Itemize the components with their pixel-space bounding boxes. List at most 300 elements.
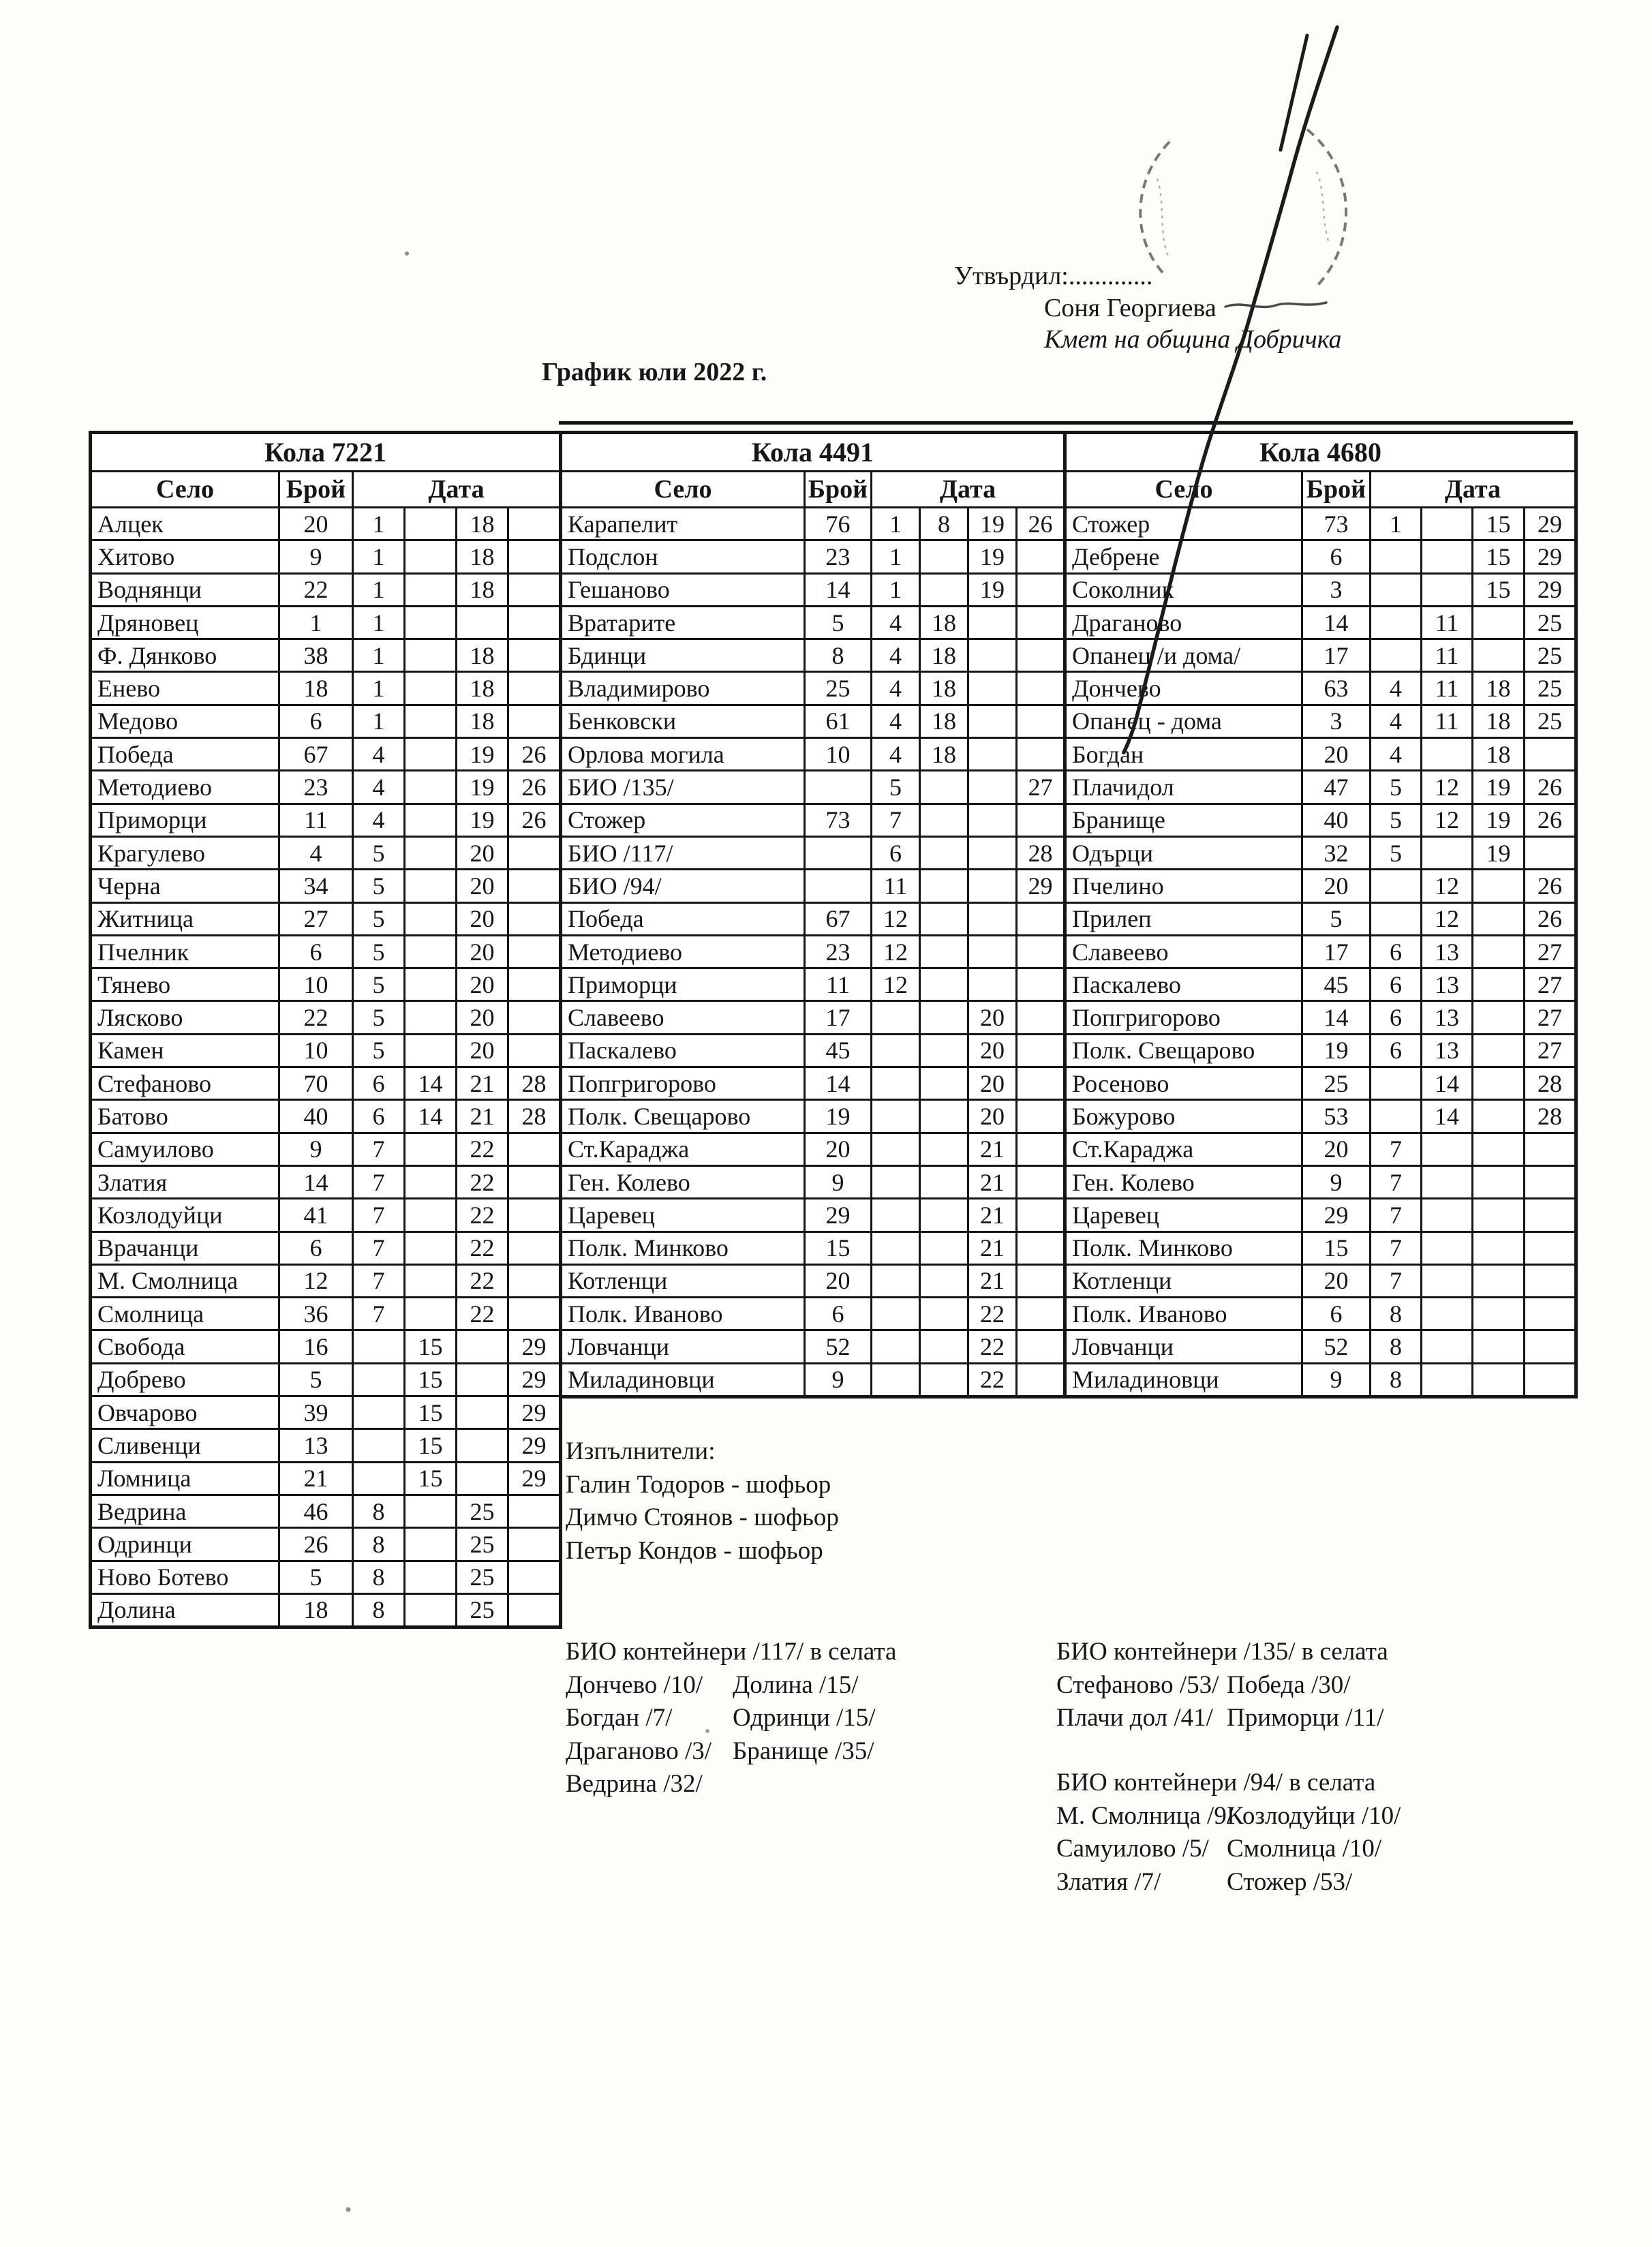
- column-header: Дата: [1371, 472, 1576, 508]
- count-cell: [805, 836, 872, 869]
- date-cell: 15: [405, 1396, 457, 1429]
- bio-village: Смолница /10/: [1227, 1835, 1382, 1863]
- village-cell: Росеново: [1065, 1067, 1302, 1100]
- column-header: Село: [1065, 472, 1302, 508]
- table-row: [561, 836, 1065, 869]
- executor-item: Петър Кондов - шофьор: [566, 1536, 823, 1565]
- date-cell: [508, 935, 561, 968]
- table-row: [561, 1034, 1065, 1067]
- village-cell: Врачанци: [91, 1232, 279, 1264]
- table-row: [561, 935, 1065, 968]
- date-cell: 29: [508, 1330, 561, 1363]
- date-cell: 14: [1422, 1067, 1473, 1100]
- village-cell: Хитово: [91, 540, 279, 573]
- date-cell: 21: [968, 1165, 1017, 1198]
- count-cell: 19: [1302, 1034, 1371, 1067]
- count-cell: 5: [279, 1561, 353, 1593]
- count-cell: 9: [805, 1363, 872, 1396]
- count-cell: 11: [805, 968, 872, 1001]
- table-row: [91, 1363, 561, 1396]
- count-cell: 38: [279, 639, 353, 672]
- date-cell: 18: [1473, 672, 1525, 705]
- count-cell: 18: [279, 672, 353, 705]
- date-cell: [872, 1067, 920, 1100]
- date-cell: 6: [1371, 968, 1422, 1001]
- date-cell: [405, 1232, 457, 1264]
- column-header: Село: [561, 472, 805, 508]
- date-cell: [872, 1298, 920, 1330]
- table-row: [1065, 672, 1576, 705]
- date-cell: [1017, 1133, 1065, 1165]
- date-cell: 22: [968, 1330, 1017, 1363]
- village-cell: Медово: [91, 705, 279, 737]
- date-cell: 27: [1525, 1034, 1576, 1067]
- table-row: [561, 639, 1065, 672]
- count-cell: 26: [279, 1528, 353, 1561]
- count-cell: 14: [805, 1067, 872, 1100]
- date-cell: [1017, 1298, 1065, 1330]
- date-cell: [1473, 902, 1525, 935]
- date-cell: [920, 1298, 968, 1330]
- date-cell: [405, 1264, 457, 1297]
- column-header: Брой: [1302, 472, 1371, 508]
- scan-skew-border-line: [559, 421, 1573, 425]
- date-cell: 19: [1473, 804, 1525, 836]
- count-cell: 5: [279, 1363, 353, 1396]
- approved-label: Утвърдил:.............: [954, 262, 1153, 290]
- table-row: [91, 1561, 561, 1593]
- date-cell: 11: [872, 870, 920, 902]
- bio-section-94: [1056, 1767, 1401, 1899]
- date-cell: [1525, 1133, 1576, 1165]
- column-header: Дата: [353, 472, 561, 508]
- count-cell: 11: [279, 804, 353, 836]
- date-cell: 18: [1473, 738, 1525, 771]
- count-cell: 20: [805, 1264, 872, 1297]
- date-cell: 15: [1473, 540, 1525, 573]
- date-cell: [405, 1001, 457, 1034]
- date-cell: [508, 639, 561, 672]
- village-cell: БИО /135/: [561, 771, 805, 804]
- village-cell: Полк. Минково: [1065, 1232, 1302, 1264]
- date-cell: [1017, 1264, 1065, 1297]
- village-cell: Алцек: [91, 508, 279, 540]
- date-cell: 18: [920, 705, 968, 737]
- date-cell: [508, 508, 561, 540]
- column-header: Брой: [805, 472, 872, 508]
- date-cell: 22: [457, 1298, 508, 1330]
- village-cell: Полк. Иваново: [1065, 1298, 1302, 1330]
- date-cell: [405, 1561, 457, 1593]
- bio-section-117: [566, 1636, 896, 1801]
- date-cell: 20: [457, 1001, 508, 1034]
- village-cell: Ст.Караджа: [1065, 1133, 1302, 1165]
- table-row: [91, 1462, 561, 1495]
- date-cell: [508, 1001, 561, 1034]
- table-row: [1065, 1330, 1576, 1363]
- date-cell: 20: [457, 968, 508, 1001]
- count-cell: 73: [1302, 508, 1371, 540]
- date-cell: [405, 1528, 457, 1561]
- count-cell: 17: [1302, 935, 1371, 968]
- count-cell: 61: [805, 705, 872, 737]
- date-cell: [872, 1232, 920, 1264]
- count-cell: 67: [805, 902, 872, 935]
- stamp-icon: [1317, 172, 1329, 243]
- date-cell: 26: [1525, 870, 1576, 902]
- count-cell: 52: [1302, 1330, 1371, 1363]
- date-cell: [508, 1264, 561, 1297]
- table-title: Кола 7221: [91, 433, 561, 472]
- date-cell: 25: [1525, 606, 1576, 639]
- date-cell: [1525, 1199, 1576, 1232]
- date-cell: [1017, 968, 1065, 1001]
- village-cell: Ломница: [91, 1462, 279, 1495]
- village-cell: Пчелино: [1065, 870, 1302, 902]
- table-row: [91, 836, 561, 869]
- date-cell: 1: [353, 639, 405, 672]
- date-cell: 20: [457, 902, 508, 935]
- date-cell: 19: [457, 804, 508, 836]
- date-cell: 20: [968, 1001, 1017, 1034]
- date-cell: [920, 1100, 968, 1133]
- date-cell: 6: [353, 1067, 405, 1100]
- date-cell: 26: [1525, 902, 1576, 935]
- table-row: [561, 771, 1065, 804]
- stamp-icon: [1307, 129, 1346, 285]
- table-row: [91, 1593, 561, 1627]
- table-row: [91, 540, 561, 573]
- date-cell: [508, 672, 561, 705]
- village-cell: Гешаново: [561, 573, 805, 606]
- date-cell: [920, 935, 968, 968]
- date-cell: 21: [968, 1199, 1017, 1232]
- date-cell: 4: [872, 639, 920, 672]
- date-cell: [968, 705, 1017, 737]
- date-cell: [1017, 1199, 1065, 1232]
- table-row: [91, 870, 561, 902]
- date-cell: 15: [1473, 508, 1525, 540]
- date-cell: [353, 1363, 405, 1396]
- date-cell: [1473, 1232, 1525, 1264]
- date-cell: [405, 902, 457, 935]
- date-cell: 4: [872, 606, 920, 639]
- date-cell: [1473, 968, 1525, 1001]
- bio-village: Стефаново /53/: [1056, 1670, 1219, 1699]
- count-cell: 10: [279, 1034, 353, 1067]
- date-cell: [405, 804, 457, 836]
- date-cell: 19: [968, 540, 1017, 573]
- date-cell: [508, 1495, 561, 1527]
- village-cell: Козлодуйци: [91, 1199, 279, 1232]
- date-cell: 5: [1371, 771, 1422, 804]
- date-cell: 22: [457, 1264, 508, 1297]
- date-cell: [1525, 1264, 1576, 1297]
- date-cell: [920, 1067, 968, 1100]
- date-cell: [920, 836, 968, 869]
- village-cell: Житница: [91, 902, 279, 935]
- bio-village: Долина /15/: [733, 1670, 859, 1699]
- date-cell: 14: [405, 1067, 457, 1100]
- count-cell: 1: [279, 606, 353, 639]
- table-row: [91, 1001, 561, 1034]
- village-cell: БИО /94/: [561, 870, 805, 902]
- bio-village: Дончево /10/: [566, 1670, 703, 1699]
- table-row: [561, 1330, 1065, 1363]
- table-row: [561, 672, 1065, 705]
- village-cell: Победа: [561, 902, 805, 935]
- date-cell: [1473, 1330, 1525, 1363]
- date-cell: [508, 1133, 561, 1165]
- count-cell: [805, 771, 872, 804]
- date-cell: 29: [508, 1363, 561, 1396]
- count-cell: 19: [805, 1100, 872, 1133]
- date-cell: 1: [353, 606, 405, 639]
- date-cell: 25: [457, 1528, 508, 1561]
- date-cell: 20: [968, 1034, 1017, 1067]
- date-cell: [1017, 540, 1065, 573]
- date-cell: 4: [353, 804, 405, 836]
- table-row: [561, 1264, 1065, 1297]
- village-cell: Победа: [91, 738, 279, 771]
- date-cell: 14: [405, 1100, 457, 1133]
- date-cell: 26: [1017, 508, 1065, 540]
- count-cell: 6: [805, 1298, 872, 1330]
- table-row: [91, 738, 561, 771]
- village-cell: Долина: [91, 1593, 279, 1627]
- table-title: Кола 4680: [1065, 433, 1576, 472]
- date-cell: 8: [1371, 1298, 1422, 1330]
- village-cell: Добрево: [91, 1363, 279, 1396]
- date-cell: 18: [920, 738, 968, 771]
- date-cell: [457, 1429, 508, 1462]
- date-cell: 12: [872, 902, 920, 935]
- date-cell: [1473, 1001, 1525, 1034]
- date-cell: [872, 1199, 920, 1232]
- count-cell: 14: [279, 1165, 353, 1198]
- date-cell: [405, 1165, 457, 1198]
- village-cell: Славеево: [561, 1001, 805, 1034]
- date-cell: 18: [457, 540, 508, 573]
- date-cell: 12: [1422, 804, 1473, 836]
- date-cell: 25: [457, 1593, 508, 1627]
- date-cell: [872, 1264, 920, 1297]
- count-cell: 73: [805, 804, 872, 836]
- table-row: [91, 771, 561, 804]
- date-cell: [920, 1165, 968, 1198]
- bio-row: [1056, 1833, 1401, 1866]
- date-cell: [1422, 1165, 1473, 1198]
- date-cell: [457, 606, 508, 639]
- count-cell: 39: [279, 1396, 353, 1429]
- date-cell: 7: [353, 1199, 405, 1232]
- table-row: [561, 902, 1065, 935]
- date-cell: [1371, 1100, 1422, 1133]
- date-cell: [508, 1593, 561, 1627]
- count-cell: 20: [1302, 1264, 1371, 1297]
- village-cell: Прилеп: [1065, 902, 1302, 935]
- date-cell: [920, 902, 968, 935]
- count-cell: 29: [805, 1199, 872, 1232]
- table-row: [91, 1067, 561, 1100]
- date-cell: [920, 573, 968, 606]
- date-cell: [968, 836, 1017, 869]
- date-cell: [405, 639, 457, 672]
- bio-row: [1056, 1866, 1401, 1899]
- count-cell: 16: [279, 1330, 353, 1363]
- date-cell: [1525, 1298, 1576, 1330]
- date-cell: 20: [968, 1067, 1017, 1100]
- date-cell: 6: [1371, 935, 1422, 968]
- date-cell: 5: [353, 1034, 405, 1067]
- count-cell: 22: [279, 573, 353, 606]
- date-cell: [1422, 1298, 1473, 1330]
- date-cell: 1: [353, 573, 405, 606]
- table-row: [91, 1495, 561, 1527]
- count-cell: 45: [1302, 968, 1371, 1001]
- table-row: [561, 804, 1065, 836]
- date-cell: [968, 639, 1017, 672]
- date-cell: [405, 771, 457, 804]
- count-cell: [805, 870, 872, 902]
- date-cell: [968, 935, 1017, 968]
- date-cell: 7: [1371, 1199, 1422, 1232]
- date-cell: [968, 902, 1017, 935]
- date-cell: [508, 1528, 561, 1561]
- date-cell: 28: [1525, 1067, 1576, 1100]
- date-cell: [1422, 573, 1473, 606]
- count-cell: 40: [279, 1100, 353, 1133]
- village-cell: Одринци: [91, 1528, 279, 1561]
- date-cell: [1371, 870, 1422, 902]
- count-cell: 25: [805, 672, 872, 705]
- date-cell: [920, 1034, 968, 1067]
- date-cell: 26: [508, 771, 561, 804]
- date-cell: 19: [968, 508, 1017, 540]
- date-cell: [508, 606, 561, 639]
- count-cell: 9: [279, 540, 353, 573]
- date-cell: 21: [457, 1067, 508, 1100]
- date-cell: 28: [508, 1067, 561, 1100]
- village-cell: Миладиновци: [1065, 1363, 1302, 1396]
- date-cell: 1: [353, 508, 405, 540]
- bio-row: [566, 1768, 896, 1801]
- village-cell: Соколник: [1065, 573, 1302, 606]
- bio-row: [1056, 1702, 1388, 1735]
- count-cell: 5: [1302, 902, 1371, 935]
- date-cell: [353, 1396, 405, 1429]
- table-row: [91, 1264, 561, 1297]
- table-row: [561, 1133, 1065, 1165]
- stamp-icon: [1140, 142, 1169, 273]
- village-cell: Крагулево: [91, 836, 279, 869]
- executors-heading: Изпълнители:: [566, 1437, 716, 1465]
- date-cell: [1371, 606, 1422, 639]
- count-cell: 32: [1302, 836, 1371, 869]
- date-cell: [1422, 1363, 1473, 1396]
- bio-row: [1056, 1800, 1401, 1833]
- table-row: [91, 1034, 561, 1067]
- date-cell: [968, 804, 1017, 836]
- date-cell: [1017, 1100, 1065, 1133]
- date-cell: [405, 1199, 457, 1232]
- count-cell: 41: [279, 1199, 353, 1232]
- date-cell: [1473, 1165, 1525, 1198]
- date-cell: 18: [457, 508, 508, 540]
- date-cell: [1422, 508, 1473, 540]
- stamp-icon: [1157, 179, 1168, 256]
- village-cell: Бдинци: [561, 639, 805, 672]
- village-cell: Опанец - дома: [1065, 705, 1302, 737]
- date-cell: [405, 1593, 457, 1627]
- date-cell: [1525, 1330, 1576, 1363]
- count-cell: 40: [1302, 804, 1371, 836]
- count-cell: 14: [1302, 606, 1371, 639]
- page-title: График юли 2022 г.: [542, 358, 767, 386]
- date-cell: [1371, 573, 1422, 606]
- bio-village: Козлодуйци /10/: [1227, 1801, 1401, 1830]
- date-cell: 19: [457, 738, 508, 771]
- date-cell: [353, 1429, 405, 1462]
- date-cell: 29: [508, 1462, 561, 1495]
- date-cell: 4: [353, 771, 405, 804]
- date-cell: 21: [457, 1100, 508, 1133]
- table-row: [91, 968, 561, 1001]
- count-cell: 6: [279, 935, 353, 968]
- date-cell: [1371, 902, 1422, 935]
- date-cell: [508, 573, 561, 606]
- village-cell: Попгригорово: [561, 1067, 805, 1100]
- date-cell: [508, 540, 561, 573]
- date-cell: [405, 705, 457, 737]
- date-cell: [1525, 738, 1576, 771]
- table-row: [91, 1330, 561, 1363]
- date-cell: [968, 870, 1017, 902]
- date-cell: [405, 870, 457, 902]
- date-cell: [405, 1133, 457, 1165]
- date-cell: [872, 1034, 920, 1067]
- count-cell: 23: [279, 771, 353, 804]
- village-cell: Ген. Колево: [561, 1165, 805, 1198]
- date-cell: 6: [1371, 1001, 1422, 1034]
- date-cell: [457, 1363, 508, 1396]
- village-cell: Полк. Иваново: [561, 1298, 805, 1330]
- bio-heading: БИО контейнери /135/ в селата: [1056, 1638, 1388, 1666]
- village-cell: Смолница: [91, 1298, 279, 1330]
- count-cell: 4: [279, 836, 353, 869]
- table-row: [561, 540, 1065, 573]
- village-cell: Ген. Колево: [1065, 1165, 1302, 1198]
- count-cell: 46: [279, 1495, 353, 1527]
- bio-heading: БИО контейнери /117/ в селата: [566, 1638, 897, 1666]
- date-cell: 5: [353, 935, 405, 968]
- count-cell: 13: [279, 1429, 353, 1462]
- date-cell: [1017, 672, 1065, 705]
- count-cell: 9: [1302, 1363, 1371, 1396]
- date-cell: [1017, 639, 1065, 672]
- date-cell: 11: [1422, 606, 1473, 639]
- table-row: [1065, 540, 1576, 573]
- date-cell: 5: [872, 771, 920, 804]
- count-cell: 9: [805, 1165, 872, 1198]
- date-cell: 5: [1371, 836, 1422, 869]
- date-cell: [1017, 1232, 1065, 1264]
- table-row: [1065, 935, 1576, 968]
- village-cell: Богдан: [1065, 738, 1302, 771]
- date-cell: [872, 1363, 920, 1396]
- approver-name: Соня Георгиева: [1044, 294, 1217, 322]
- date-cell: 25: [1525, 672, 1576, 705]
